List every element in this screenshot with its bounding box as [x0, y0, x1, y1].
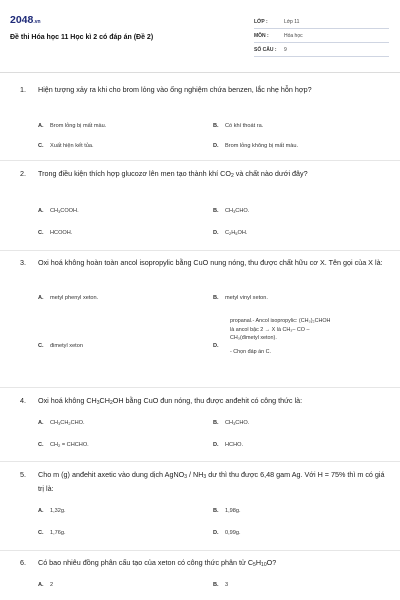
- meta-mon: [254, 28, 389, 43]
- question-1: [20, 84, 390, 95]
- option-c[interactable]: C. 1,76g.: [38, 530, 66, 536]
- page-title: Đề thi Hóa học 11 Học kì 2 có đáp án (Đề 2): [10, 34, 154, 41]
- meta-socau: [254, 42, 389, 57]
- option-d[interactable]: D. 0,99g.: [213, 530, 241, 536]
- divider: [0, 550, 400, 551]
- option-d[interactable]: D.: [213, 343, 219, 349]
- option-d[interactable]: D. $C_2H_5OH$.: [213, 230, 248, 236]
- option-c[interactable]: C. đimetyl xeton: [38, 343, 83, 349]
- meta-mon-value: Hóa học: [284, 33, 303, 39]
- question-6: [20, 557, 390, 571]
- meta-socau-value: 9: [284, 47, 287, 53]
- header-divider: [0, 72, 400, 73]
- option-b[interactable]: B. 3: [213, 582, 229, 588]
- question-text: Oxi hoá không hoàn toàn ancol isopropylic bằng CuO nung nóng, thu được chất hữu cơ X. Tên gọi của X là:: [38, 258, 383, 267]
- option-c[interactable]: C. $CH_2$ = CHCHO.: [38, 442, 89, 448]
- option-c[interactable]: C. HCOOH.: [38, 230, 73, 236]
- question-text: Có bao nhiêu đồng phân cấu tạo của xeton có công thức phân tử $C_5H_{10}O$?: [38, 558, 277, 568]
- option-a[interactable]: A. metyl phenyl xeton.: [38, 295, 99, 301]
- option-a[interactable]: A. Brom lỏng bị mất màu.: [38, 123, 107, 129]
- option-d[interactable]: D. Brom lỏng không bị mất màu.: [213, 143, 299, 149]
- option-c[interactable]: C. Xuất hiện kết tủa.: [38, 143, 94, 149]
- question-number: 4.: [20, 396, 26, 405]
- question-5: [20, 469, 390, 494]
- meta-lop-label: LỚP :: [254, 19, 268, 25]
- question-text: Trong điều kiện thích hợp glucozơ lên men tạo thành khí $CO_2$ và chất nào dưới đây?: [38, 169, 308, 179]
- explanation-note: propanal.- Ancol isopropylic: (CH₃)₂CHOH là ancol bậc 2 → X là CH₃– CO – CH₃(đimetyl xeton). - Chọn đáp án C.: [230, 318, 331, 355]
- option-d[interactable]: D. HCHO.: [213, 442, 244, 448]
- header: [0, 0, 400, 68]
- meta-mon-label: MÔN :: [254, 33, 269, 39]
- question-number: 5.: [20, 470, 26, 479]
- question-3: [20, 257, 390, 268]
- meta-socau-label: SỐ CÂU :: [254, 47, 277, 53]
- question-number: 2.: [20, 169, 26, 178]
- question-number: 6.: [20, 558, 26, 567]
- option-b[interactable]: B. 1,98g.: [213, 508, 241, 514]
- option-b[interactable]: B. $CH_3CHO$.: [213, 208, 250, 214]
- divider: [0, 160, 400, 161]
- question-number: 3.: [20, 258, 26, 267]
- option-a[interactable]: A. 1,32g.: [38, 508, 66, 514]
- question-4: [20, 395, 390, 409]
- question-2: [20, 168, 390, 182]
- meta-lop-value: Lớp 11: [284, 19, 300, 25]
- divider: [0, 387, 400, 388]
- option-a[interactable]: A. $CH_3CH_2CHO$.: [38, 420, 85, 426]
- divider: [0, 250, 400, 251]
- question-text: Cho m (g) anđehit axetic vào dung dịch AgNO$_3$ / $NH_3$ dư thì thu được 6,48 gam Ag. Với H = 75% thì m có giá trị là:: [38, 470, 385, 493]
- option-b[interactable]: B. Có khí thoát ra.: [213, 123, 264, 129]
- option-b[interactable]: B. metyl vinyl xeton.: [213, 295, 268, 301]
- option-a[interactable]: A. 2: [38, 582, 54, 588]
- site-logo[interactable]: 2048.vn: [10, 14, 41, 26]
- option-b[interactable]: B. $CH_3CHO$.: [213, 420, 250, 426]
- meta-lop: [254, 14, 389, 29]
- question-text: Hiện tượng xảy ra khi cho brom lỏng vào ống nghiệm chứa benzen, lắc nhẹ hỗn hợp?: [38, 85, 312, 94]
- question-number: 1.: [20, 85, 26, 94]
- divider: [0, 461, 400, 462]
- question-text: Oxi hoá không $CH_3CH_2OH$ bằng CuO đun nóng, thu được anđehit có công thức là:: [38, 396, 303, 406]
- option-a[interactable]: A. $CH_3COOH$.: [38, 208, 79, 214]
